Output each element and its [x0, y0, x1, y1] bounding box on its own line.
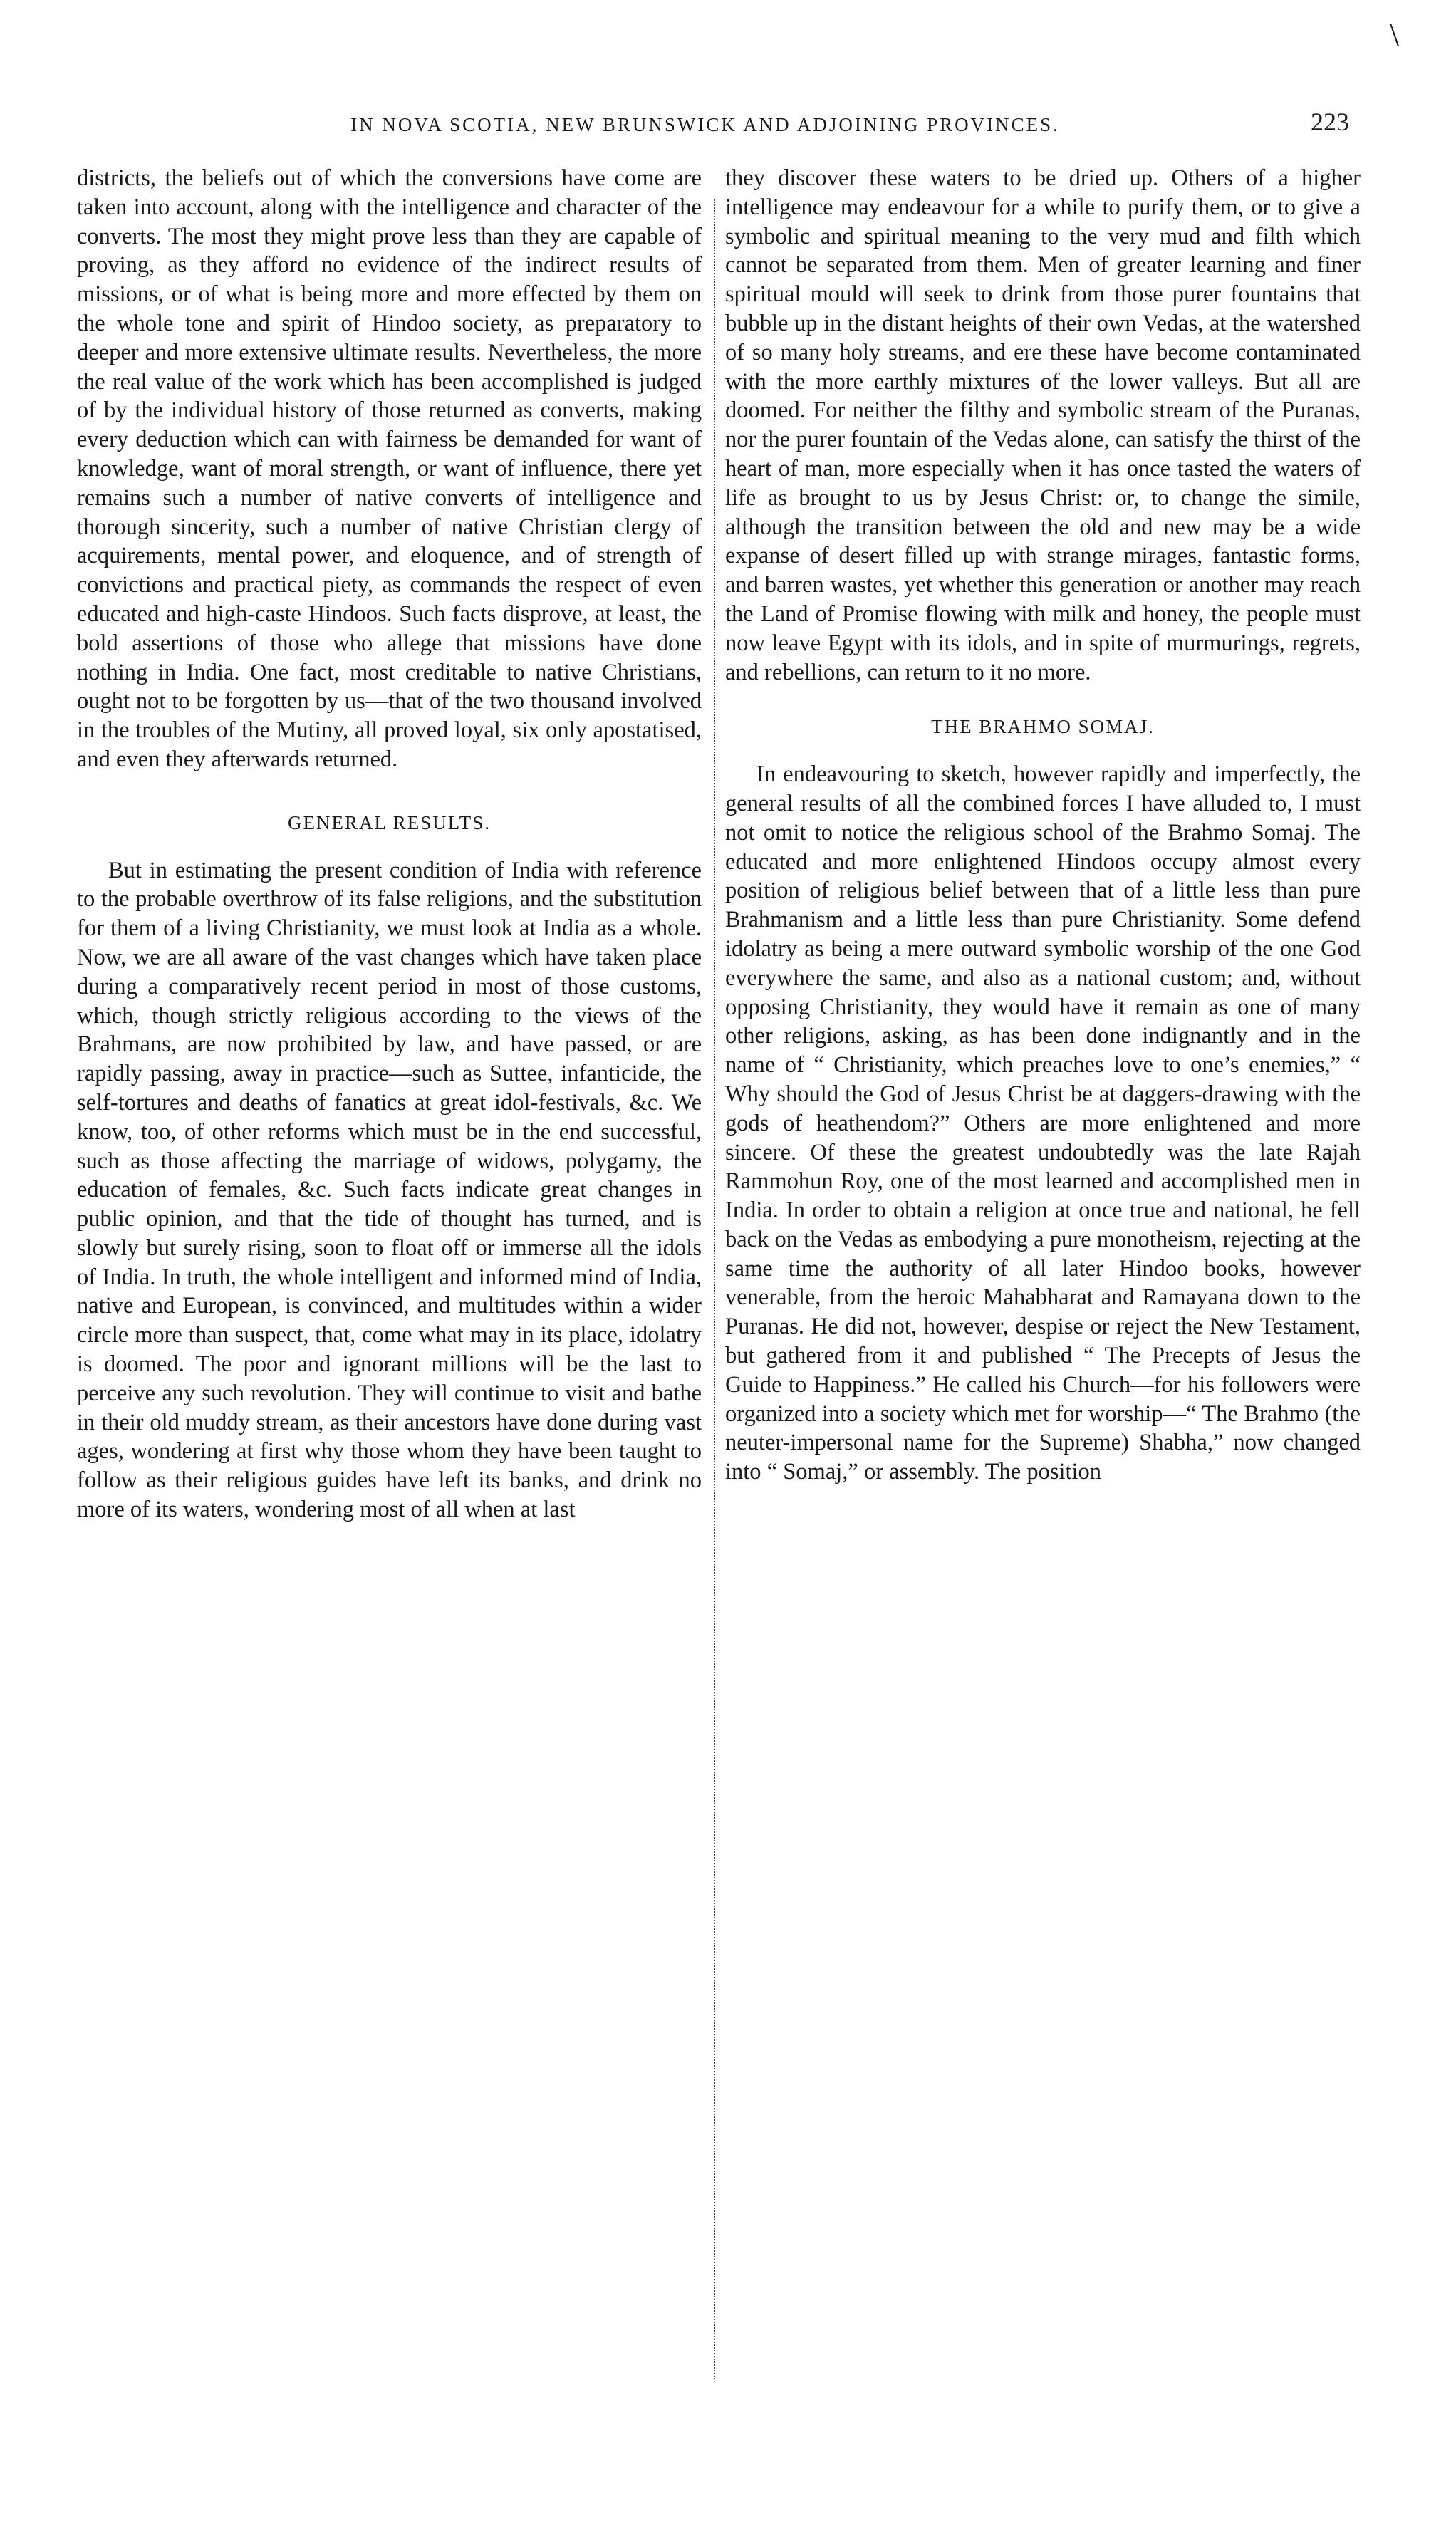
running-head: IN NOVA SCOTIA, NEW BRUNSWICK AND ADJOINING PROVINCES. [350, 114, 1060, 135]
corner-mark: \ [1390, 16, 1399, 53]
right-column [725, 164, 1361, 1487]
left-paragraph-1: districts, the beliefs out of which the conversions have come are taken into account, along with the intelligence and character of the converts. The most they might prove less than they are capable of proving, as they afford no evidence of the indirect results of missions, or of what is being more and more effected by them on the whole tone and spirit of Hindoo society, as preparatory to deeper and more extensive ultimate results. Nevertheless, the more the real value of the work which has been accomplished is judged of by the individual history of those returned as converts, making every deduction which can with fairness be demanded for want of knowledge, want of moral strength, or want of influence, there yet remains such a number of native converts of intelligence and thorough sincerity, such a number of native Christian clergy of acquirements, mental power, and eloquence, and of strength of convictions and practical piety, as commands the respect of even educated and high-caste Hindoos. Such facts disprove, at least, the bold assertions of those who allege that missions have done nothing in India. One fact, most creditable to native Christians, ought not to be forgotten by us—that of the two thousand involved in the troubles of the Mutiny, all proved loyal, six only apostatised, and even they afterwards returned. [77, 165, 702, 772]
right-paragraph-2: In endeavouring to sketch, however rapidly and imperfectly, the general results of all the combined forces I have alluded to, I must not omit to notice the religious school of the Brahmo Somaj. The educated and more enlightened Hindoos occupy almost every position of religious belief between that of a little less than pure Brahmanism and a little less than pure Christianity. Some defend idolatry as being a mere outward symbolic worship of the one God everywhere the same, and also as a national custom; and, without opposing Christianity, they would have it remain as one of many other religions, asking, as has been done indignantly and in the name of “ Christianity, which preaches love to one’s enemies,” “ Why should the God of Jesus Christ be at daggers-drawing with the gods of heathendom?” Others are more enlightened and more sincere. Of these the greatest undoubtedly was the late Rajah Rammohun Roy, one of the most learned and accomplished men in India. In order to obtain a religion at once true and national, he fell back on the Vedas as embodying a pure monotheism, rejecting at the same time the authority of all later Hindoo books, however venerable, from the heroic Mahabharat and Ramayana down to the Puranas. He did not, however, despise or reject the New Testament, but gathered from it and published “ The Precepts of Jesus the Guide to Happiness.” He called his Church—for his followers were organized into a society which met for worship—“ The Brahmo (the neuter-impersonal name for the Supreme) Shabha,” now changed into “ Somaj,” or assembly. The position [725, 762, 1361, 1485]
left-paragraph-2: But in estimating the present condition of India with reference to the probable overthrow of its false religions, and the substitution for them of a living Christianity, we must look at India as a whole. Now, we are all aware of the vast changes which have taken place during a comparatively recent period in most of those customs, which, though strictly religious according to the views of the Brahmans, are now prohibited by law, and have passed, or are rapidly passing, away in practice—such as Suttee, infanticide, the self-tortures and deaths of fanatics at great idol-festivals, &c. We know, too, of other reforms which must be in the end successful, such as those affecting the marriage of widows, polygamy, the education of females, &c. Such facts indicate great changes in public opinion, and that the tide of thought has turned, and is slowly but surely rising, soon to float off or immerse all the idols of India. In truth, the whole intelligent and informed mind of India, native and European, is convinced, and multitudes within a wider circle more than suspect, that, come what may in its place, idolatry is doomed. The poor and ignorant millions will be the last to perceive any such revolution. They will continue to visit and bathe in their old muddy stream, as their ancestors have done during vast ages, wondering at first why those whom they have been taught to follow as their religious guides have left its banks, and drink no more of its waters, wondering most of all when at last [77, 857, 702, 1523]
page-number: 223 [1311, 108, 1349, 136]
column-divider [714, 199, 716, 2379]
section-heading-brahmo-somaj: THE BRAHMO SOMAJ. [931, 716, 1155, 738]
left-column [77, 164, 702, 1524]
right-paragraph-1: they discover these waters to be dried up. Others of a higher intelligence may endeavour for a while to purify them, or to give a symbolic and spiritual meaning to the very mud and filth which cannot be separated from them. Men of greater learning and finer spiritual mould will seek to drink from those purer fountains that bubble up in the distant heights of their own Vedas, at the watershed of so many holy streams, and ere these have become contaminated with the more earthly mixtures of the lower valleys. But all are doomed. For neither the filthy and symbolic stream of the Puranas, nor the purer fountain of the Vedas alone, can satisfy the thirst of the heart of man, more especially when it has once tasted the waters of life as brought to us by Jesus Christ: or, to change the simile, although the transition between the old and new may be a wide expanse of desert filled up with strange mirages, fantastic forms, and barren wastes, yet whether this generation or another may reach the Land of Promise flowing with milk and honey, the people must now leave Egypt with its idols, and in spite of murmurings, regrets, and rebellions, can return to it no more. [725, 165, 1361, 685]
section-heading-general-results: GENERAL RESULTS. [287, 811, 492, 833]
